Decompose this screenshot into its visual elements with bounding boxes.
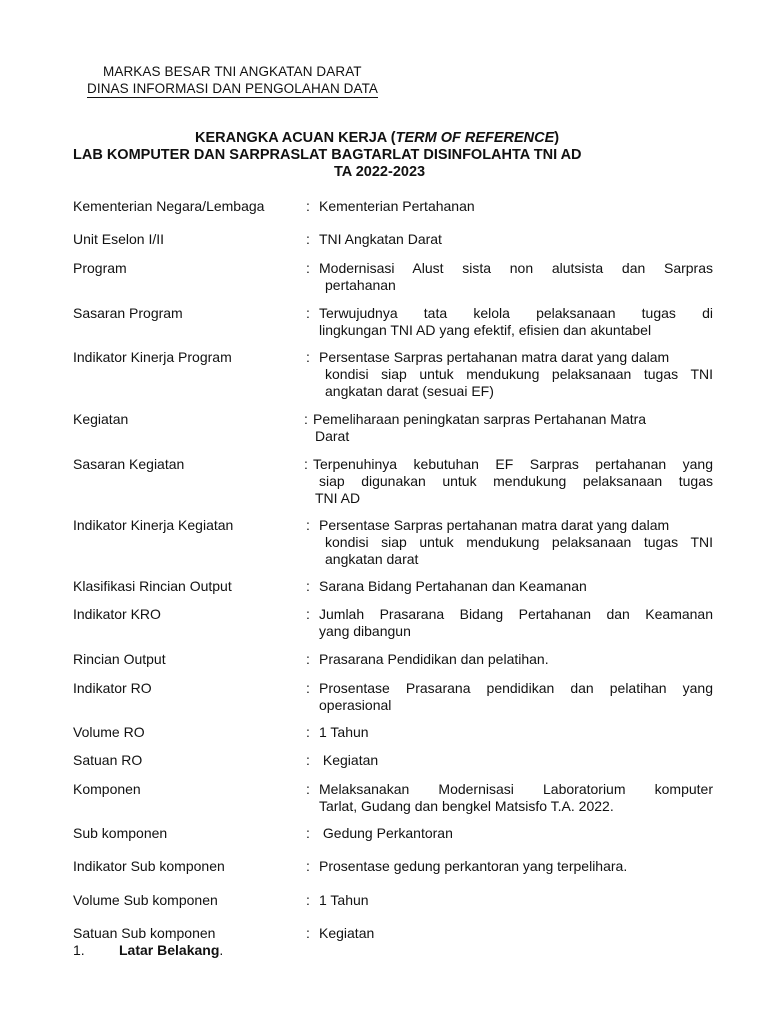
title-italic: TERM OF REFERENCE <box>395 130 555 146</box>
field-value: 1 Tahun <box>319 724 369 740</box>
field-value: Melaksanakan Modernisasi Laboratorium komputer Tarlat, Gudang dan bengkel Matsisfo T.A. 2022. <box>319 781 713 814</box>
document-title <box>195 130 559 146</box>
field-value: TNI Angkatan Darat <box>319 231 442 247</box>
field-separator: : <box>306 781 310 797</box>
field-separator: : <box>306 825 310 841</box>
field-label: Kementerian Negara/Lembaga <box>73 198 265 214</box>
field-label: Unit Eselon I/II <box>73 231 165 247</box>
field-value: Persentase Sarpras pertahanan matra darat yang dalam kondisi siap untuk mendukung pelaksanaan tugas TNI angkatan darat (sesuai EF) <box>319 349 713 399</box>
field-label: Kegiatan <box>73 411 129 427</box>
field-separator: : <box>306 517 310 533</box>
org-line-1: MARKAS BESAR TNI ANGKATAN DARAT <box>103 64 362 79</box>
field-separator: : <box>306 858 310 874</box>
field-label: Indikator Sub komponen <box>73 858 225 874</box>
field-separator: : <box>304 456 308 472</box>
field-label: Klasifikasi Rincian Output <box>73 578 232 594</box>
field-value: Jumlah Prasarana Bidang Pertahanan dan Keamanan yang dibangun <box>319 606 713 639</box>
title-main: KERANGKA ACUAN KERJA ( <box>195 130 396 146</box>
field-separator: : <box>306 305 310 321</box>
field-value: Sarana Bidang Pertahanan dan Keamanan <box>319 578 587 594</box>
field-label: Indikator Kinerja Kegiatan <box>73 517 234 533</box>
field-value: Prosentase gedung perkantoran yang terpelihara. <box>319 858 628 874</box>
section-number: 1. <box>73 942 85 958</box>
field-value: 1 Tahun <box>319 892 369 908</box>
field-separator: : <box>306 260 310 276</box>
field-value: Prasarana Pendidikan dan pelatihan. <box>319 651 549 667</box>
field-value: Prosentase Prasarana pendidikan dan pelatihan yang operasional <box>319 680 713 713</box>
field-value: Gedung Perkantoran <box>319 825 453 841</box>
field-separator: : <box>306 349 310 365</box>
field-separator: : <box>306 752 310 768</box>
field-separator: : <box>306 198 310 214</box>
field-separator: : <box>306 925 310 941</box>
field-label: Sasaran Program <box>73 305 183 321</box>
field-label: Sasaran Kegiatan <box>73 456 185 472</box>
field-value: Persentase Sarpras pertahanan matra darat yang dalam kondisi siap untuk mendukung pelaksanaan tugas TNI angkatan darat <box>319 517 713 567</box>
field-separator: : <box>306 578 310 594</box>
field-value: Kegiatan <box>319 925 375 941</box>
field-separator: : <box>306 606 310 622</box>
field-label: Indikator RO <box>73 680 152 696</box>
field-label: Komponen <box>73 781 141 797</box>
field-label: Program <box>73 260 127 276</box>
section-title: Latar Belakang <box>119 942 220 958</box>
field-value: Pemeliharaan peningkatan sarpras Pertahanan Matra Darat <box>313 411 647 444</box>
field-label: Satuan Sub komponen <box>73 925 216 941</box>
field-value: Terwujudnya tata kelola pelaksanaan tugas di lingkungan TNI AD yang efektif, efisien dan akuntabel <box>319 305 713 338</box>
title-close: ) <box>554 130 560 146</box>
field-separator: : <box>306 680 310 696</box>
section-suffix: . <box>219 942 224 958</box>
field-separator: : <box>306 651 310 667</box>
field-label: Sub komponen <box>73 825 168 841</box>
field-label: Indikator KRO <box>73 606 161 622</box>
document-year: TA 2022-2023 <box>334 164 426 180</box>
field-value: Kegiatan <box>319 752 379 768</box>
field-separator: : <box>306 724 310 740</box>
field-label: Volume Sub komponen <box>73 892 218 908</box>
field-separator: : <box>306 892 310 908</box>
field-value: Kementerian Pertahanan <box>319 198 475 214</box>
field-value: Modernisasi Alust sista non alutsista dan Sarpras pertahanan <box>319 260 713 293</box>
field-label: Indikator Kinerja Program <box>73 349 232 365</box>
section-heading <box>73 942 223 958</box>
org-line-2: DINAS INFORMASI DAN PENGOLAHAN DATA <box>87 81 379 96</box>
document-subtitle: LAB KOMPUTER DAN SARPRASLAT BAGTARLAT DISINFOLAHTA TNI AD <box>73 147 582 163</box>
field-label: Volume RO <box>73 724 145 740</box>
field-label: Satuan RO <box>73 752 143 768</box>
field-separator: : <box>304 411 308 427</box>
field-value: Terpenuhinya kebutuhan EF Sarpras pertahanan yang siap digunakan untuk mendukung pelaksanaan tugas TNI AD <box>313 456 713 506</box>
field-separator: : <box>306 231 310 247</box>
field-label: Rincian Output <box>73 651 166 667</box>
